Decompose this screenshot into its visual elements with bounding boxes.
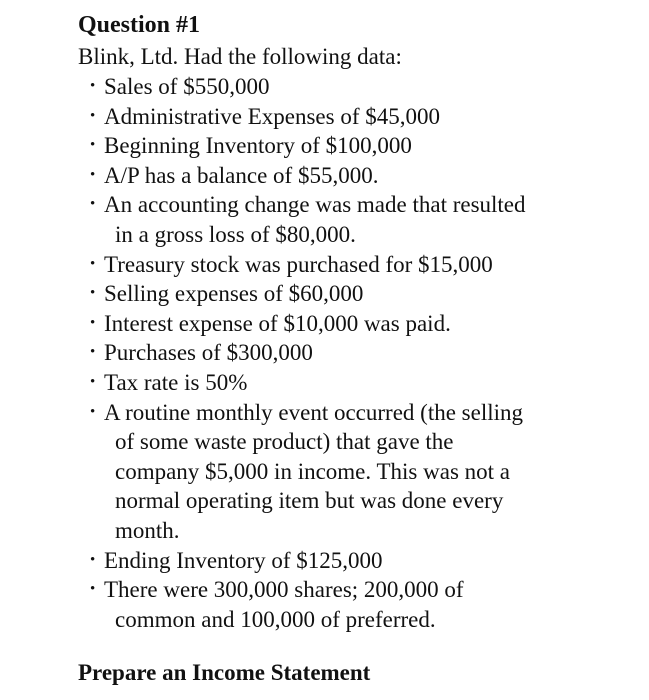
bullet-icon: • [90, 551, 96, 568]
bullet-icon: • [90, 107, 96, 124]
list-item-text: A routine monthly event occurred (the selling [104, 399, 523, 425]
list-item-text: A/P has a balance of $55,000. [104, 162, 379, 188]
list-item-text: There were 300,000 shares; 200,000 of [104, 577, 464, 603]
bullet-icon: • [90, 137, 96, 154]
list-item [88, 338, 638, 368]
bullet-icon: • [90, 255, 96, 272]
list-item [88, 575, 638, 634]
list-item-text: Ending Inventory of $125,000 [104, 547, 383, 573]
list-item-text: Selling expenses of $60,000 [104, 281, 364, 307]
list-item-text: Sales of $550,000 [104, 74, 270, 99]
list-item-text: in a gross loss of $80,000. [115, 221, 356, 247]
list-item-text: Tax rate is 50% [104, 369, 248, 395]
list-item [88, 398, 638, 546]
list-item [88, 250, 638, 280]
data-list [88, 72, 638, 634]
question-intro: Blink, Ltd. Had the following data: [78, 44, 402, 69]
list-item [88, 368, 638, 398]
list-item-text: Administrative Expenses of $45,000 [104, 103, 441, 129]
bullet-icon: • [90, 344, 96, 361]
list-item-text: Beginning Inventory of $100,000 [104, 133, 412, 159]
list-item [88, 546, 638, 576]
list-item-text: Interest expense of $10,000 was paid. [104, 310, 451, 336]
list-item-text: common and 100,000 of preferred. [115, 606, 436, 632]
list-item [88, 102, 638, 132]
bullet-icon: • [90, 314, 96, 331]
bullet-icon: • [90, 581, 96, 598]
instruction-heading: Prepare an Income Statement [78, 660, 371, 685]
list-item [88, 72, 638, 102]
list-item-text: company $5,000 in income. This was not a [115, 458, 510, 484]
bullet-icon: • [90, 78, 96, 94]
question-title: Question #1 [78, 12, 201, 38]
list-item-text: Treasury stock was purchased for $15,000 [104, 251, 493, 277]
list-item-text: normal operating item but was done every [115, 488, 504, 514]
list-item [88, 161, 638, 191]
list-item [88, 131, 638, 161]
bullet-icon: • [90, 373, 96, 390]
list-item-text: Purchases of $300,000 [104, 340, 313, 366]
bullet-icon: • [90, 166, 96, 183]
list-item [88, 279, 638, 309]
list-item-text: An accounting change was made that resulted [104, 192, 526, 218]
list-item-text: of some waste product) that gave the [115, 429, 454, 455]
list-item [88, 190, 638, 249]
list-item-text: month. [115, 517, 180, 543]
bullet-icon: • [90, 403, 96, 420]
list-item [88, 309, 638, 339]
bullet-icon: • [90, 196, 96, 213]
bullet-icon: • [90, 285, 96, 302]
